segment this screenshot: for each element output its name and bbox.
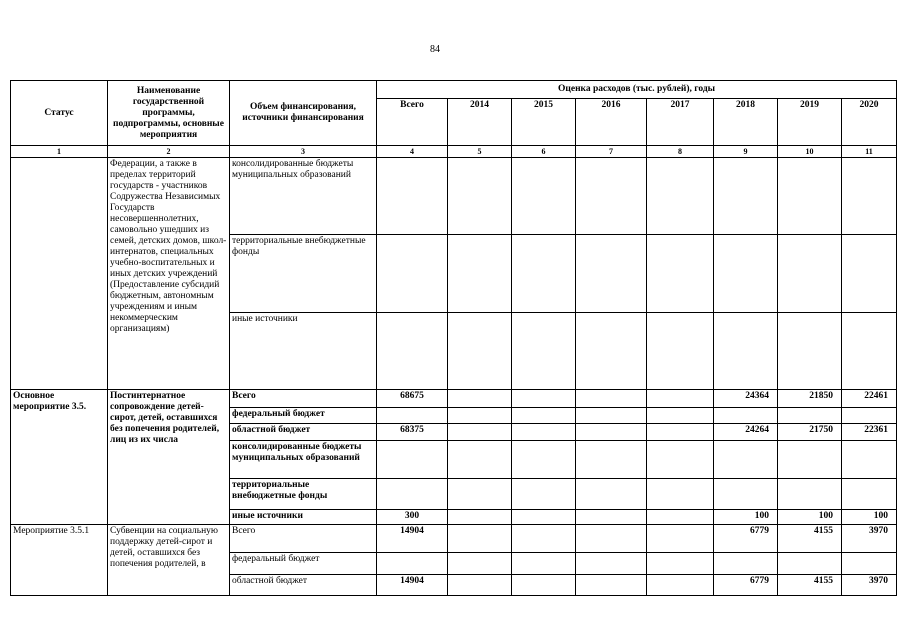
value-2020: 3970 [842,575,897,596]
column-number: 3 [230,146,377,158]
column-number: 1 [11,146,108,158]
status-main-measure: Основное мероприятие 3.5. [11,390,108,525]
header-year: 2015 [512,99,576,146]
total-value: 68375 [377,424,448,441]
header-estimate: Оценка расходов (тыс. рублей), годы [377,81,897,99]
total-value: 300 [377,510,448,525]
source-cell: федеральный бюджет [230,408,377,424]
status-measure: Мероприятие 3.5.1 [11,525,108,596]
measure-description: Федерации, а также в пределах территорий государств - участников Содружества Независимых Государств несовершеннолетних, самовольно ушедших из семей, детских домов, школ-интернатов, специальных учебно-воспитательных и иных детских учреждений (Предоставление субсидий бюджетным, автономным учреждениям и иным некоммерческим организациям) [108,158,230,390]
column-number: 8 [647,146,714,158]
column-number: 9 [714,146,778,158]
source-cell: Всего [230,390,377,408]
column-number: 4 [377,146,448,158]
source-cell: областной бюджет [230,424,377,441]
value-2018: 6779 [714,575,778,596]
header-year: 2017 [647,99,714,146]
value-2018: 24264 [714,424,778,441]
column-number: 10 [778,146,842,158]
column-number: 2 [108,146,230,158]
page-number: 84 [430,44,440,55]
value-2020: 22361 [842,424,897,441]
total-value: 68675 [377,390,448,408]
status-cell-empty [11,158,108,390]
main-measure-name: Постинтернатное сопровождение детей-сирот, детей, оставшихся без попечения родителей, лиц из их числа [108,390,230,525]
column-number: 7 [576,146,647,158]
header-volume: Объем финансирования, источники финансирования [230,81,377,146]
value-2018: 100 [714,510,778,525]
measure-name: Субвенции на социальную поддержку детей-сирот и детей, оставшихся без попечения родителей, в [108,525,230,596]
value-2020: 22461 [842,390,897,408]
source-cell: консолидированные бюджеты муниципальных образований [230,158,377,235]
total-value: 14904 [377,575,448,596]
source-cell: территориальные внебюджетные фонды [230,235,377,313]
value-2019: 21750 [778,424,842,441]
column-number: 6 [512,146,576,158]
value-2018: 6779 [714,525,778,553]
source-cell: федеральный бюджет [230,553,377,575]
value-2019: 4155 [778,525,842,553]
header-year: 2020 [842,99,897,146]
value-2020: 3970 [842,525,897,553]
source-cell: Всего [230,525,377,553]
value-2019: 4155 [778,575,842,596]
source-cell: консолидированные бюджеты муниципальных образований [230,441,377,479]
value-2020: 100 [842,510,897,525]
header-total: Всего [377,99,448,146]
header-year: 2019 [778,99,842,146]
header-year: 2018 [714,99,778,146]
source-cell: областной бюджет [230,575,377,596]
budget-table [10,80,897,596]
value-2019: 100 [778,510,842,525]
header-status: Статус [11,81,108,146]
source-cell: иные источники [230,313,377,390]
header-year: 2016 [576,99,647,146]
header-year: 2014 [448,99,512,146]
column-number: 5 [448,146,512,158]
source-cell: территориальные внебюджетные фонды [230,479,377,510]
source-cell: иные источники [230,510,377,525]
value-2018: 24364 [714,390,778,408]
header-name: Наименование государственной программы, подпрограммы, основные мероприятия [108,81,230,146]
column-number: 11 [842,146,897,158]
total-value: 14904 [377,525,448,553]
value-2019: 21850 [778,390,842,408]
